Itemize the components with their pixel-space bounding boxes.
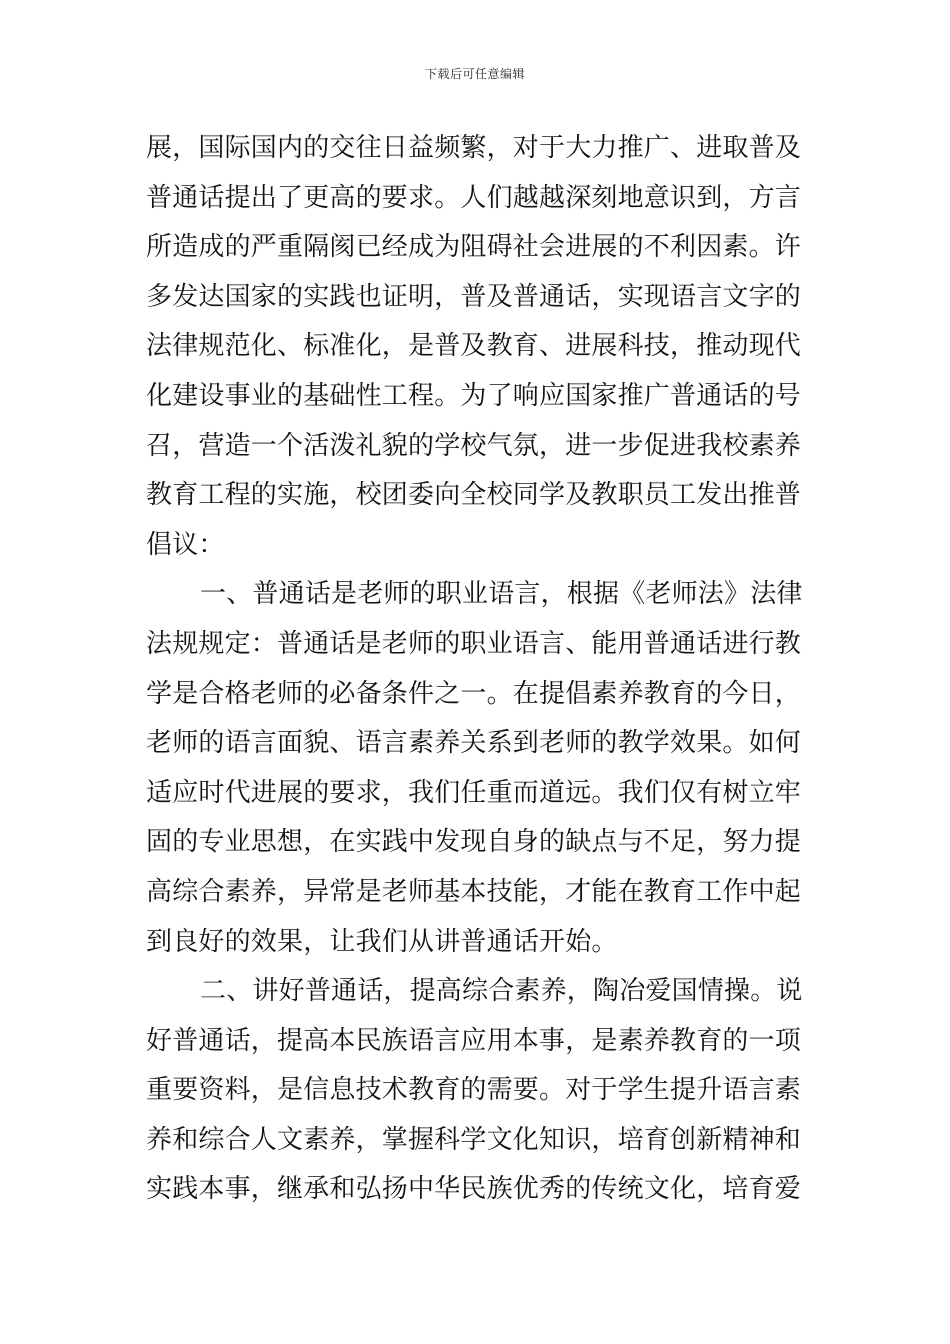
text-line: 养和综合人文素养，掌握科学文化知识，培育创新精神和 xyxy=(146,1124,802,1155)
text-line: 高综合素养，异常是老师基本技能，才能在教育工作中起 xyxy=(146,876,802,907)
text-line: 实践本事，继承和弘扬中华民族优秀的传统文化，培育爱 xyxy=(146,1174,802,1205)
text-line: 多发达国家的实践也证明，普及普通话，实现语言文字的 xyxy=(146,281,802,312)
text-line: 普通话提出了更高的要求。人们越越深刻地意识到，方言 xyxy=(146,182,802,213)
text-line: 二、讲好普通话，提高综合素养，陶冶爱国情操。说 xyxy=(200,976,803,1007)
text-line: 一、普通话是老师的职业语言，根据《老师法》法律 xyxy=(200,579,803,610)
text-line: 老师的语言面貌、语言素养关系到老师的教学效果。如何 xyxy=(146,728,802,759)
text-line: 固的专业思想，在实践中发现自身的缺点与不足，努力提 xyxy=(146,827,802,858)
text-line: 教育工程的实施，校团委向全校同学及教职员工发出推普 xyxy=(146,480,802,511)
document-body xyxy=(146,124,810,1215)
paragraph-3 xyxy=(146,967,810,1215)
page-header: 下载后可任意编辑 xyxy=(424,67,525,81)
text-line: 化建设事业的基础性工程。为了响应国家推广普通话的号 xyxy=(146,380,802,411)
text-line: 好普通话，提高本民族语言应用本事，是素养教育的一项 xyxy=(146,1025,802,1056)
text-line: 所造成的严重隔阂已经成为阻碍社会进展的不利因素。许 xyxy=(146,232,802,263)
text-line: 重要资料，是信息技术教育的需要。对于学生提升语言素 xyxy=(146,1075,802,1106)
text-line: 适应时代进展的要求，我们任重而道远。我们仅有树立牢 xyxy=(146,777,802,808)
text-line: 到良好的效果，让我们从讲普通话开始。 xyxy=(146,926,618,957)
paragraph-2 xyxy=(146,570,810,967)
text-line: 展，国际国内的交往日益频繁，对于大力推广、进取普及 xyxy=(146,133,802,163)
text-line: 法规规定：普通话是老师的职业语言、能用普通话进行教 xyxy=(146,628,802,659)
text-line: 倡议： xyxy=(146,529,225,560)
text-line: 召，营造一个活泼礼貌的学校气氛，进一步促进我校素养 xyxy=(146,430,802,461)
text-line: 学是合格老师的必备条件之一。在提倡素养教育的今日， xyxy=(146,678,802,709)
text-line: 法律规范化、标准化，是普及教育、进展科技，推动现代 xyxy=(146,331,802,362)
paragraph-1 xyxy=(146,124,810,570)
